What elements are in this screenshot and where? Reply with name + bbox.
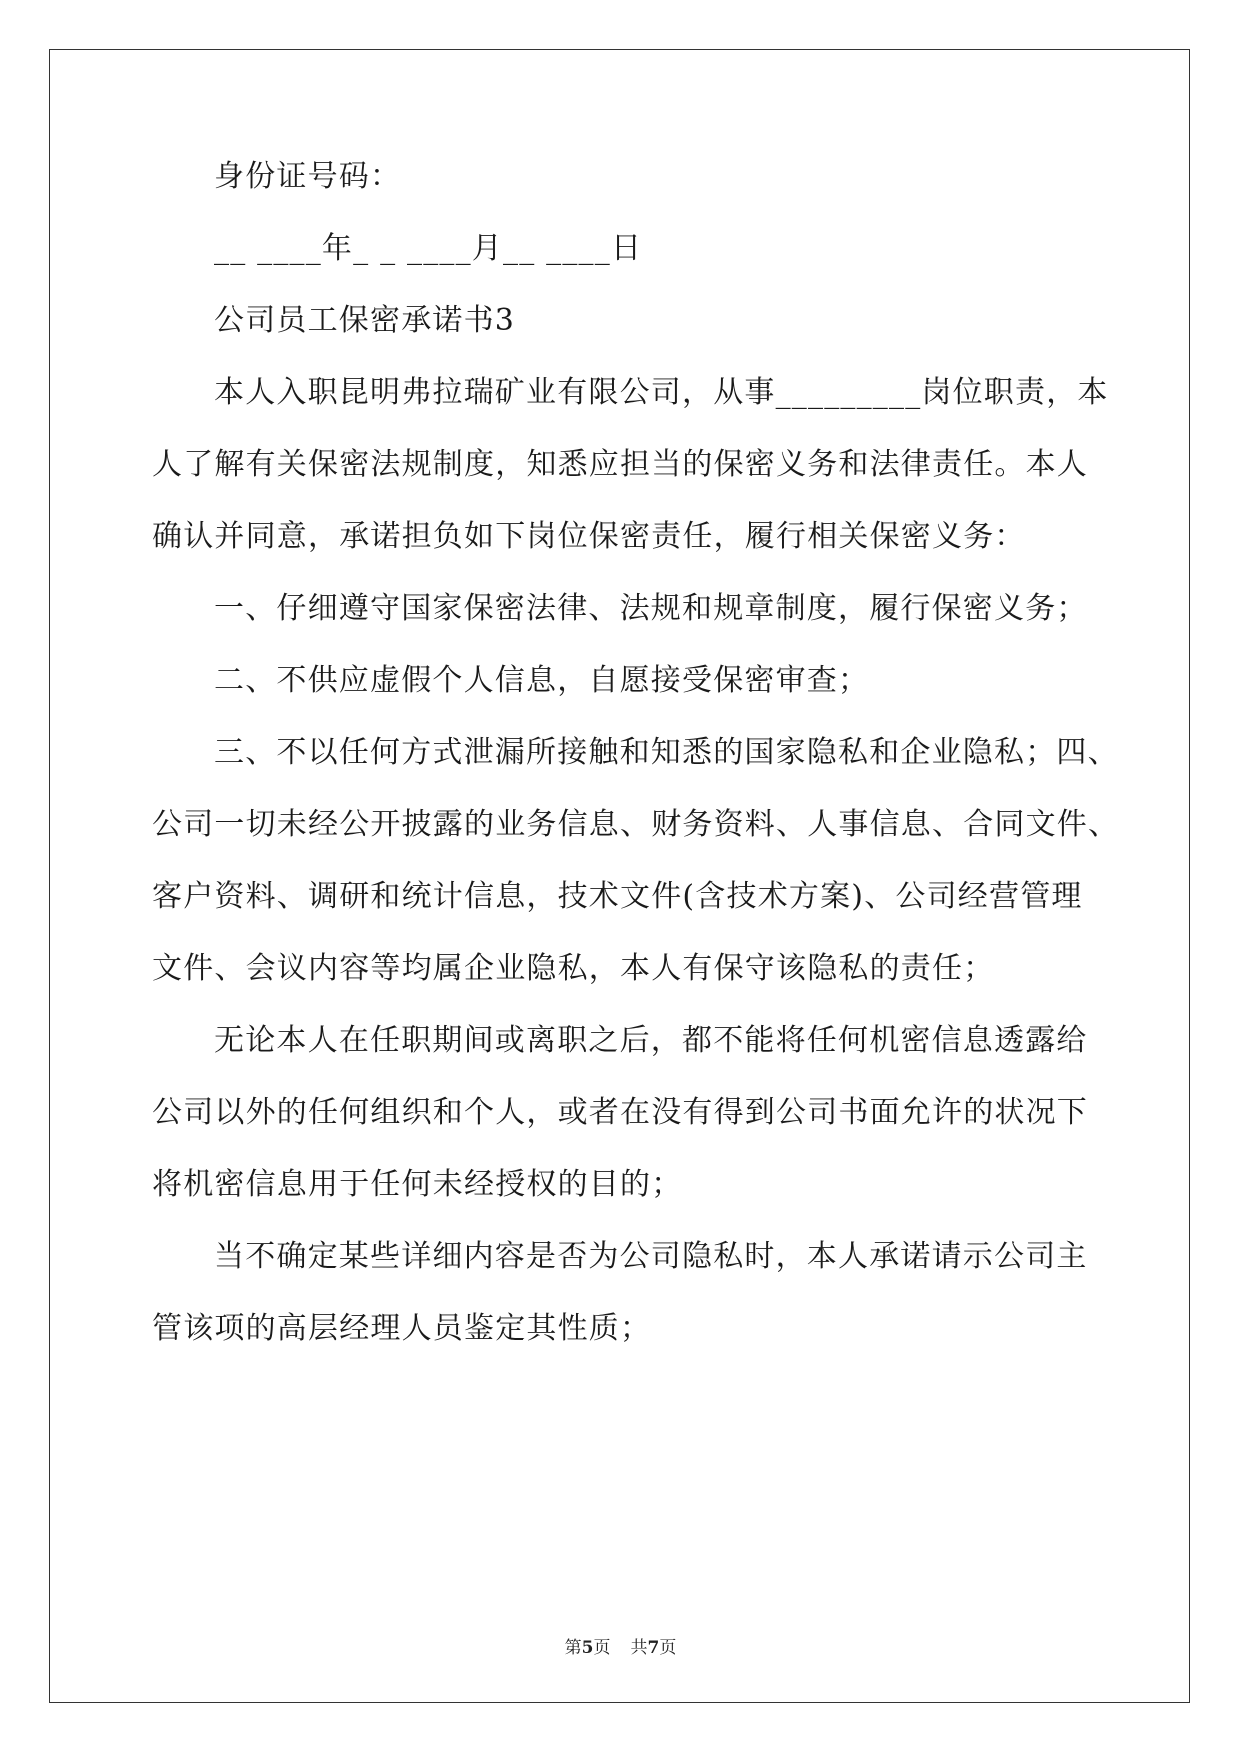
page-prefix: 第 [564,1638,582,1658]
document-title: 公司员工保密承诺书3 [214,303,516,338]
clause-3: 三、不以任何方式泄漏所接触和知悉的国家隐私和企业隐私；四、 [214,735,1119,770]
date-line: __ ____年_ _ ____月__ ____日 [214,231,643,266]
clause-1: 一、仔细遵守国家保密法律、法规和规章制度，履行保密义务； [214,591,1088,626]
id-number-label: 身份证号码： [214,159,402,194]
paragraph-line: 无论本人在任职期间或离职之后，都不能将任何机密信息透露给 [214,1023,1088,1058]
page-border [49,49,1190,1703]
clause-2: 二、不供应虚假个人信息，自愿接受保密审查； [214,663,870,698]
total-pages: 7 [647,1638,660,1658]
paragraph-line: 公司以外的任何组织和个人，或者在没有得到公司书面允许的状况下 [152,1095,1088,1130]
paragraph-line: 确认并同意，承诺担负如下岗位保密责任，履行相关保密义务： [152,519,1026,554]
page-number: 5 [581,1638,594,1658]
paragraph-line: 当不确定某些详细内容是否为公司隐私时，本人承诺请示公司主 [214,1239,1088,1274]
total-prefix: 共 [630,1638,648,1658]
paragraph-line: 公司一切未经公开披露的业务信息、财务资料、人事信息、合同文件、 [152,807,1120,842]
page-suffix: 页 [593,1638,611,1658]
paragraph-line: 本人入职昆明弗拉瑞矿业有限公司，从事_________岗位职责，本 [214,375,1109,410]
paragraph-line: 文件、会议内容等均属企业隐私，本人有保守该隐私的责任； [152,951,995,986]
paragraph-line: 将机密信息用于任何未经授权的目的； [152,1167,683,1202]
total-suffix: 页 [659,1638,677,1658]
page-footer [0,1633,1241,1658]
paragraph-line: 客户资料、调研和统计信息，技术文件(含技术方案)、公司经营管理 [152,879,1083,914]
paragraph-line: 管该项的高层经理人员鉴定其性质； [152,1311,652,1346]
paragraph-line: 人了解有关保密法规制度，知悉应担当的保密义务和法律责任。本人 [152,447,1088,482]
